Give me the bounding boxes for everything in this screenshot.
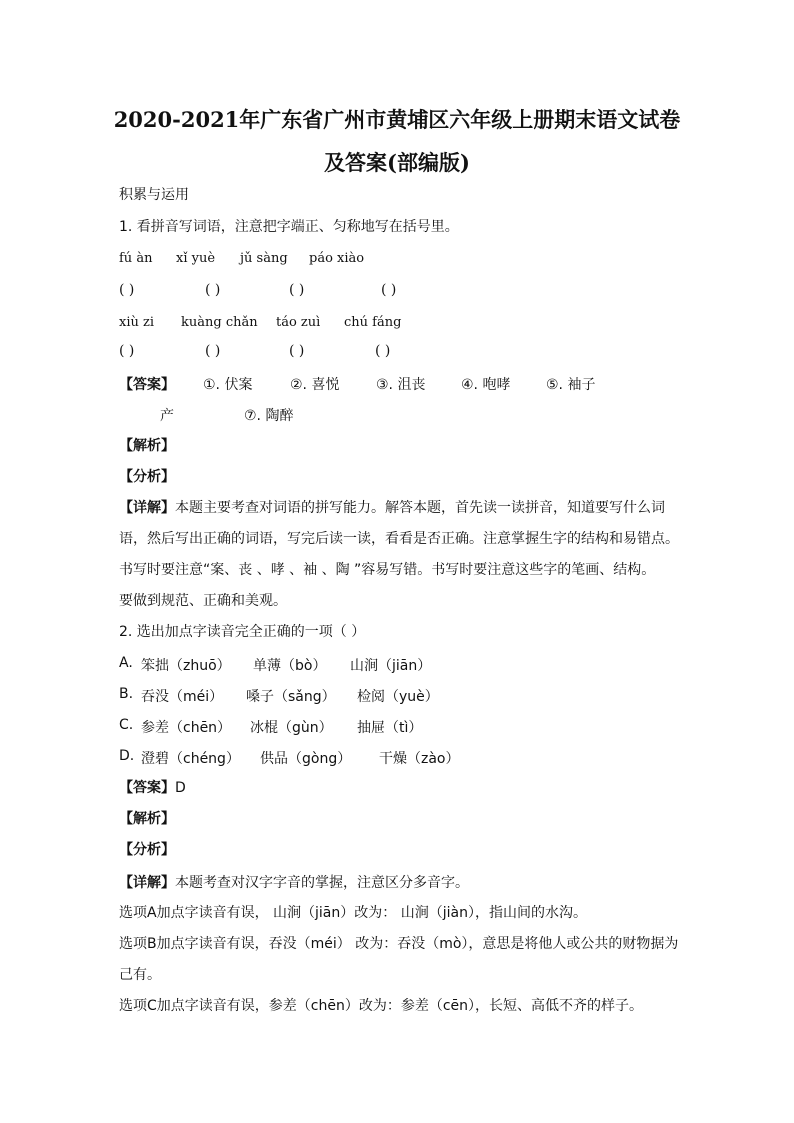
answer-blank: ( ) bbox=[375, 343, 391, 359]
detail-paragraph-line: 【详解】本题主要考查对词语的拼写能力。解答本题，首先读一读拼音，知道要写什么词 bbox=[119, 500, 665, 516]
detail-paragraph-line: 【详解】本题考查对汉字字音的掌握，注意区分多音字。 bbox=[119, 875, 469, 891]
option-label: A. bbox=[119, 655, 133, 671]
document-title-line1: 2020-2021年广东省广州市黄埔区六年级上册期末语文试卷 bbox=[113, 107, 681, 132]
detail-paragraph-line: 选项A加点字读音有误， 山涧（jiān）改为： 山涧（jiàn），指山间的水沟。 bbox=[119, 905, 587, 921]
answer-item: ⑤. 袖子 bbox=[546, 377, 596, 393]
option-item: 供品（gòng） bbox=[260, 751, 352, 767]
answer-item: ③. 沮丧 bbox=[376, 377, 426, 393]
detail-paragraph-line: 选项C加点字读音有误，参差（chēn）改为：参差（cēn），长短、高低不齐的样子。 bbox=[119, 998, 644, 1014]
option-item: 抽屉（tì） bbox=[357, 720, 423, 736]
pinyin-item: páo xiào bbox=[309, 251, 365, 266]
answer-item: ②. 喜悦 bbox=[290, 377, 340, 393]
analysis-label: 【解析】 bbox=[119, 438, 175, 454]
answer-item: ④. 咆哮 bbox=[461, 377, 511, 393]
detail-paragraph-line: 要做到规范、正确和美观。 bbox=[119, 593, 287, 609]
pinyin-item: xiù zi bbox=[119, 315, 155, 330]
option-item: 参差（chēn） bbox=[141, 720, 232, 736]
option-item: 山涧（jiān） bbox=[350, 658, 432, 674]
pinyin-item: jǔ sàng bbox=[240, 251, 288, 266]
option-item: 干燥（zào） bbox=[379, 751, 460, 767]
option-item: 笨拙（zhuō） bbox=[141, 658, 231, 674]
option-item: 澄碧（chéng） bbox=[141, 751, 240, 767]
option-item: 检阅（yuè） bbox=[357, 689, 439, 705]
option-item: 吞没（méi） bbox=[141, 689, 224, 705]
answer-blank: ( ) bbox=[289, 343, 305, 359]
section-heading: 积累与运用 bbox=[119, 187, 189, 203]
answer-blank: ( ) bbox=[119, 282, 135, 298]
pinyin-item: táo zuì bbox=[276, 315, 321, 330]
option-item: 冰棍（gùn） bbox=[250, 720, 333, 736]
option-item: 嗓子（sǎng） bbox=[246, 689, 336, 705]
option-label: C. bbox=[119, 717, 134, 733]
answer-blank: ( ) bbox=[205, 343, 221, 359]
answer-blank: ( ) bbox=[289, 282, 305, 298]
analysis-label: 【解析】 bbox=[119, 811, 175, 827]
detail-paragraph-line: 选项B加点字读音有误，吞没（méi） 改为：吞没（mò），意思是将他人或公共的财物据为 bbox=[119, 936, 679, 952]
question-2: 2. 选出加点字读音完全正确的一项（ ） bbox=[119, 624, 366, 640]
pinyin-item: kuàng chǎn bbox=[181, 315, 258, 330]
answer-item: 产 bbox=[160, 408, 174, 424]
answer-blank: ( ) bbox=[381, 282, 397, 298]
option-label: D. bbox=[119, 748, 135, 764]
pinyin-item: xǐ yuè bbox=[176, 251, 216, 266]
q2-answer: 【答案】D bbox=[119, 780, 186, 796]
answer-blank: ( ) bbox=[119, 343, 135, 359]
detail-paragraph-line: 己有。 bbox=[119, 967, 161, 983]
answer-blank: ( ) bbox=[205, 282, 221, 298]
question-1: 1. 看拼音写词语，注意把字端正、匀称地写在括号里。 bbox=[119, 219, 459, 235]
option-label: B. bbox=[119, 686, 134, 702]
detail-paragraph-line: 书写时要注意“案、丧 、哮 、袖 、陶 ”容易写错。书写时要注意这些字的笔画、结构。 bbox=[119, 562, 656, 578]
answer-item: ⑦. 陶醉 bbox=[244, 408, 294, 424]
detail-paragraph-line: 语，然后写出正确的词语，写完后读一读，看看是否正确。注意掌握生字的结构和易错点。 bbox=[119, 531, 679, 547]
document-title-line2: 及答案(部编版) bbox=[324, 150, 470, 175]
option-item: 单薄（bò） bbox=[253, 658, 327, 674]
answer-item: ①. 伏案 bbox=[203, 377, 253, 393]
pinyin-item: chú fáng bbox=[344, 315, 402, 330]
fenxi-label: 【分析】 bbox=[119, 842, 175, 858]
answer-label: 【答案】 bbox=[119, 377, 175, 393]
fenxi-label: 【分析】 bbox=[119, 469, 175, 485]
pinyin-item: fú àn bbox=[119, 251, 153, 266]
